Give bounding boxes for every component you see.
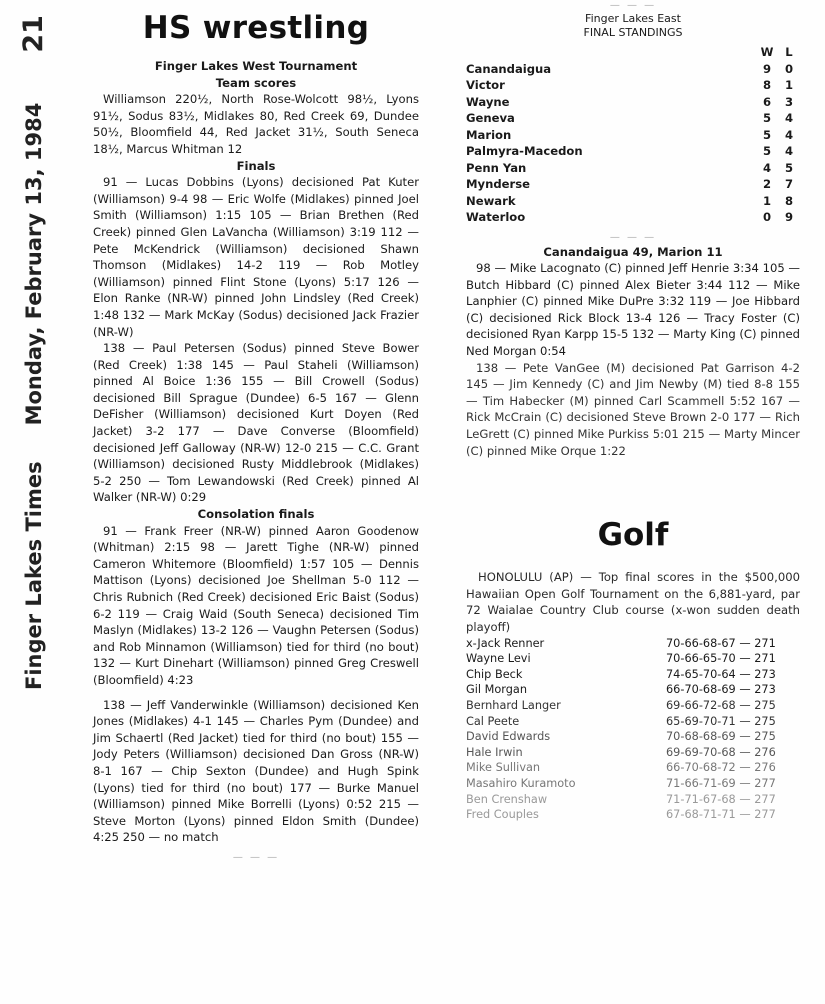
player-name: Ben Crenshaw: [466, 792, 548, 806]
publication-date: Monday, February 13, 1984: [21, 102, 46, 426]
wins: 5: [762, 111, 772, 125]
player-score: 70-66-65-70 — 271: [666, 652, 776, 666]
page-number: 21: [18, 15, 49, 53]
table-row: [466, 94, 800, 111]
player-score: 70-66-68-67 — 271: [666, 636, 776, 650]
team-name: Victor: [466, 78, 505, 92]
side-banner-text: [18, 0, 49, 690]
dual-meet-paragraph: 98 — Mike Lacognato (C) pinned Jeff Henrie 3:34 105 — Butch Hibbard (C) pinned Alex Bieter 3:44 112 — Mike Lanphier (C) pinned Mike DuPre 3:32 119 — Joe Hibbard (C) decisioned Rick Block 13-4 126 — Tracy Foster (C) decisioned Ryan Karpp 15-5 132 — Marty King (C) pinned Ned Morgan 0:54: [466, 261, 800, 359]
table-row: [466, 776, 800, 792]
losses: 8: [784, 193, 794, 208]
finals-heading: Finals: [236, 158, 276, 173]
player-name: Chip Beck: [466, 667, 523, 681]
standings-header-row: [466, 44, 800, 61]
wins: 0: [762, 210, 772, 224]
team-name: Wayne: [466, 94, 510, 109]
team-name: Marion: [466, 127, 512, 142]
wrestling-article: [93, 8, 419, 864]
losses: 4: [784, 111, 794, 125]
losses: 4: [784, 127, 794, 142]
player-score: 74-65-70-64 — 273: [666, 667, 776, 681]
wins: 1: [762, 193, 772, 208]
table-row: [466, 61, 800, 78]
player-score: 66-70-68-72 — 276: [666, 761, 776, 775]
losses-header: L: [785, 45, 793, 59]
wrestling-headline: HS wrestling: [142, 10, 370, 46]
table-row: [466, 682, 800, 698]
losses: 4: [784, 144, 794, 158]
player-name: Wayne Levi: [466, 652, 531, 666]
player-name: Fred Couples: [466, 808, 539, 822]
player-name: Bernhard Langer: [466, 698, 561, 712]
wins: 5: [762, 144, 772, 158]
wins: 8: [762, 78, 772, 92]
table-row: [466, 807, 800, 823]
wins: 4: [762, 160, 772, 175]
team-name: Geneva: [466, 111, 515, 125]
team-name: Penn Yan: [466, 160, 527, 175]
table-row: [466, 143, 800, 160]
losses: 9: [784, 210, 794, 224]
losses: 7: [784, 177, 794, 191]
table-row: [466, 176, 800, 193]
table-row: [466, 729, 800, 745]
losses: 3: [784, 94, 794, 109]
golf-intro: HONOLULU (AP) — Top final scores in the $500,000 Hawaiian Open Golf Tournament on the 6,881-yard, par 72 Waialae Country Club course (x-won sudden death playoff): [466, 570, 800, 634]
standings-league: Finger Lakes East: [585, 12, 681, 25]
table-row: [466, 714, 800, 730]
player-score: 71-71-67-68 — 277: [666, 792, 776, 806]
consolation-heading: Consolation finals: [197, 507, 315, 522]
standings-table: [466, 44, 800, 226]
player-score: 70-68-68-69 — 275: [666, 730, 776, 744]
finals-paragraph: 138 — Paul Petersen (Sodus) pinned Steve Bower (Red Creek) 1:38 145 — Paul Staheli (Williamson) pinned Al Boice 1:36 155 — Bill Crowell (Sodus) decisioned Bill Sprague (Dundee) 6-5 167 — Glenn DeFisher (Williamson) decisioned Kurt Doyen (Red Jacket) 3-2 177 — Dave Converse (Bloomfield) decisioned Jeff Galloway (NR-W) 12-0 215 — C.C. Grant (Williamson) decisioned Rusty Middlebrook (Midlakes) 5-2 250 — Tom Lewandowski (Red Creek) pinned Al Walker (NR-W) 0:29: [93, 341, 419, 505]
separator: — — —: [609, 231, 657, 243]
losses: 0: [784, 61, 794, 76]
standings-title: FINAL STANDINGS: [583, 26, 683, 39]
table-row: [466, 667, 800, 683]
dual-meet-paragraph: 138 — Pete VanGee (M) decisioned Pat Garrison 4-2 145 — Jim Kennedy (C) and Jim Newby (M) tied 8-8 155 — Tim Habecker (M) pinned Carl Scammell 5:52 167 — Rick McCrain (C) decisioned Steve Brown 2-0 177 — Rich LeGrett (C) pinned Mike Purkiss 5:01 215 — Marty Mincer (C) pinned Mike Orque 1:22: [466, 360, 800, 458]
player-name: Cal Peete: [466, 714, 520, 728]
table-row: [466, 651, 800, 667]
golf-scores-table: [466, 636, 800, 823]
table-row: [466, 792, 800, 808]
right-column: [466, 0, 800, 823]
table-row: [466, 698, 800, 714]
wins: 9: [762, 61, 772, 76]
player-name: x-Jack Renner: [466, 636, 545, 650]
table-row: [466, 127, 800, 144]
side-banner: [0, 0, 80, 700]
losses: 1: [784, 78, 794, 92]
wins: 5: [762, 127, 772, 142]
team-name: Palmyra-Macedon: [466, 144, 583, 158]
team-scores-text: Williamson 220½, North Rose-Wolcott 98½, Lyons 91½, Sodus 83½, Midlakes 80, Red Creek 69, Dundee 50½, Bloomfield 44, Red Jacket 31½, South Seneca 18½, Marcus Whitman 12: [93, 92, 419, 156]
player-score: 67-68-71-71 — 277: [666, 808, 776, 822]
table-row: [466, 745, 800, 761]
dual-meet-heading: Canandaigua 49, Marion 11: [543, 244, 723, 259]
golf-headline: Golf: [597, 517, 669, 554]
wins: 2: [762, 177, 772, 191]
consolation-paragraph: 138 — Jeff Vanderwinkle (Williamson) decisioned Ken Jones (Midlakes) 4-1 145 — Charles Pym (Dundee) and Jim Schaertl (Red Jacket) tied for third (no bout) 155 — Jody Peters (Williamson) decisioned Dan Gross (NR-W) 8-1 167 — Chip Sexton (Dundee) and Hugh Spink (Lyons) tied for third (no bout) 177 — Burke Manuel (Williamson) pinned Mike Borrelli (Lyons) 0:52 215 — Steve Morton (Lyons) pinned Eldon Smith (Dundee) 4:25 250 — no match: [93, 697, 419, 845]
consolation-paragraph: 91 — Frank Freer (NR-W) pinned Aaron Goodenow (Whitman) 2:15 98 — Jarett Tighe (NR-W) pinned Cameron Whitemore (Bloomfield) 1:57 105 — Dennis Mattison (Lyons) decisioned Joe Shellman 5-0 112 — Chris Rubnich (Red Creek) decisioned Eric Baist (Sodus) 6-2 119 — Craig Waid (South Seneca) decisioned Tim Maslyn (Midlakes) 13-2 126 — Vaughn Petersen (Sodus) and Rob Minnamon (Williamson) tied for third (no bout) 132 — Kurt Dinehart (Williamson) pinned Greg Creswell (Bloomfield) 4:23: [93, 523, 419, 687]
player-score: 66-70-68-69 — 273: [666, 683, 776, 697]
team-name: Canandaigua: [466, 61, 552, 76]
player-name: Mike Sullivan: [466, 761, 541, 775]
player-name: David Edwards: [466, 730, 551, 744]
table-row: [466, 760, 800, 776]
wins-header: W: [760, 45, 774, 59]
team-scores-heading: Team scores: [215, 75, 297, 90]
player-score: 65-69-70-71 — 275: [666, 714, 776, 728]
table-row: [466, 209, 800, 226]
table-row: [466, 160, 800, 177]
team-name: Newark: [466, 193, 516, 208]
player-name: Gil Morgan: [466, 683, 527, 697]
table-row: [466, 193, 800, 210]
newspaper-name: Finger Lakes Times: [21, 461, 46, 690]
player-name: Hale Irwin: [466, 745, 523, 759]
team-name: Waterloo: [466, 210, 526, 224]
separator: — — —: [609, 0, 657, 11]
table-row: [466, 77, 800, 94]
losses: 5: [784, 160, 794, 175]
separator: — — —: [232, 851, 280, 863]
finals-paragraph: 91 — Lucas Dobbins (Lyons) decisioned Pat Kuter (Williamson) 9-4 98 — Eric Wolfe (Midlakes) pinned Joel Smith (Williamson) 1:15 105 — Brian Brethen (Red Creek) pinned Glen LaVancha (Williamson) 3:19 112 — Pete McKendrick (Williamson) decisioned Shawn Thomson (Midlakes) 14-2 119 — Rob Motley (Williamson) pinned Flint Stone (Lyons) 5:17 126 — Elon Ranke (NR-W) pinned John Lindsley (Red Creek) 1:48 132 — Mark McKay (Sodus) decisioned Jack Frazier (NR-W): [93, 175, 419, 339]
table-row: [466, 110, 800, 127]
tournament-title: Finger Lakes West Tournament: [154, 59, 358, 73]
wins: 6: [762, 94, 772, 109]
player-score: 69-66-72-68 — 275: [666, 698, 776, 712]
table-row: [466, 636, 800, 652]
player-score: 69-69-70-68 — 276: [666, 745, 776, 759]
player-score: 71-66-71-69 — 277: [666, 776, 776, 790]
team-name: Mynderse: [466, 177, 530, 191]
player-name: Masahiro Kuramoto: [466, 776, 576, 790]
